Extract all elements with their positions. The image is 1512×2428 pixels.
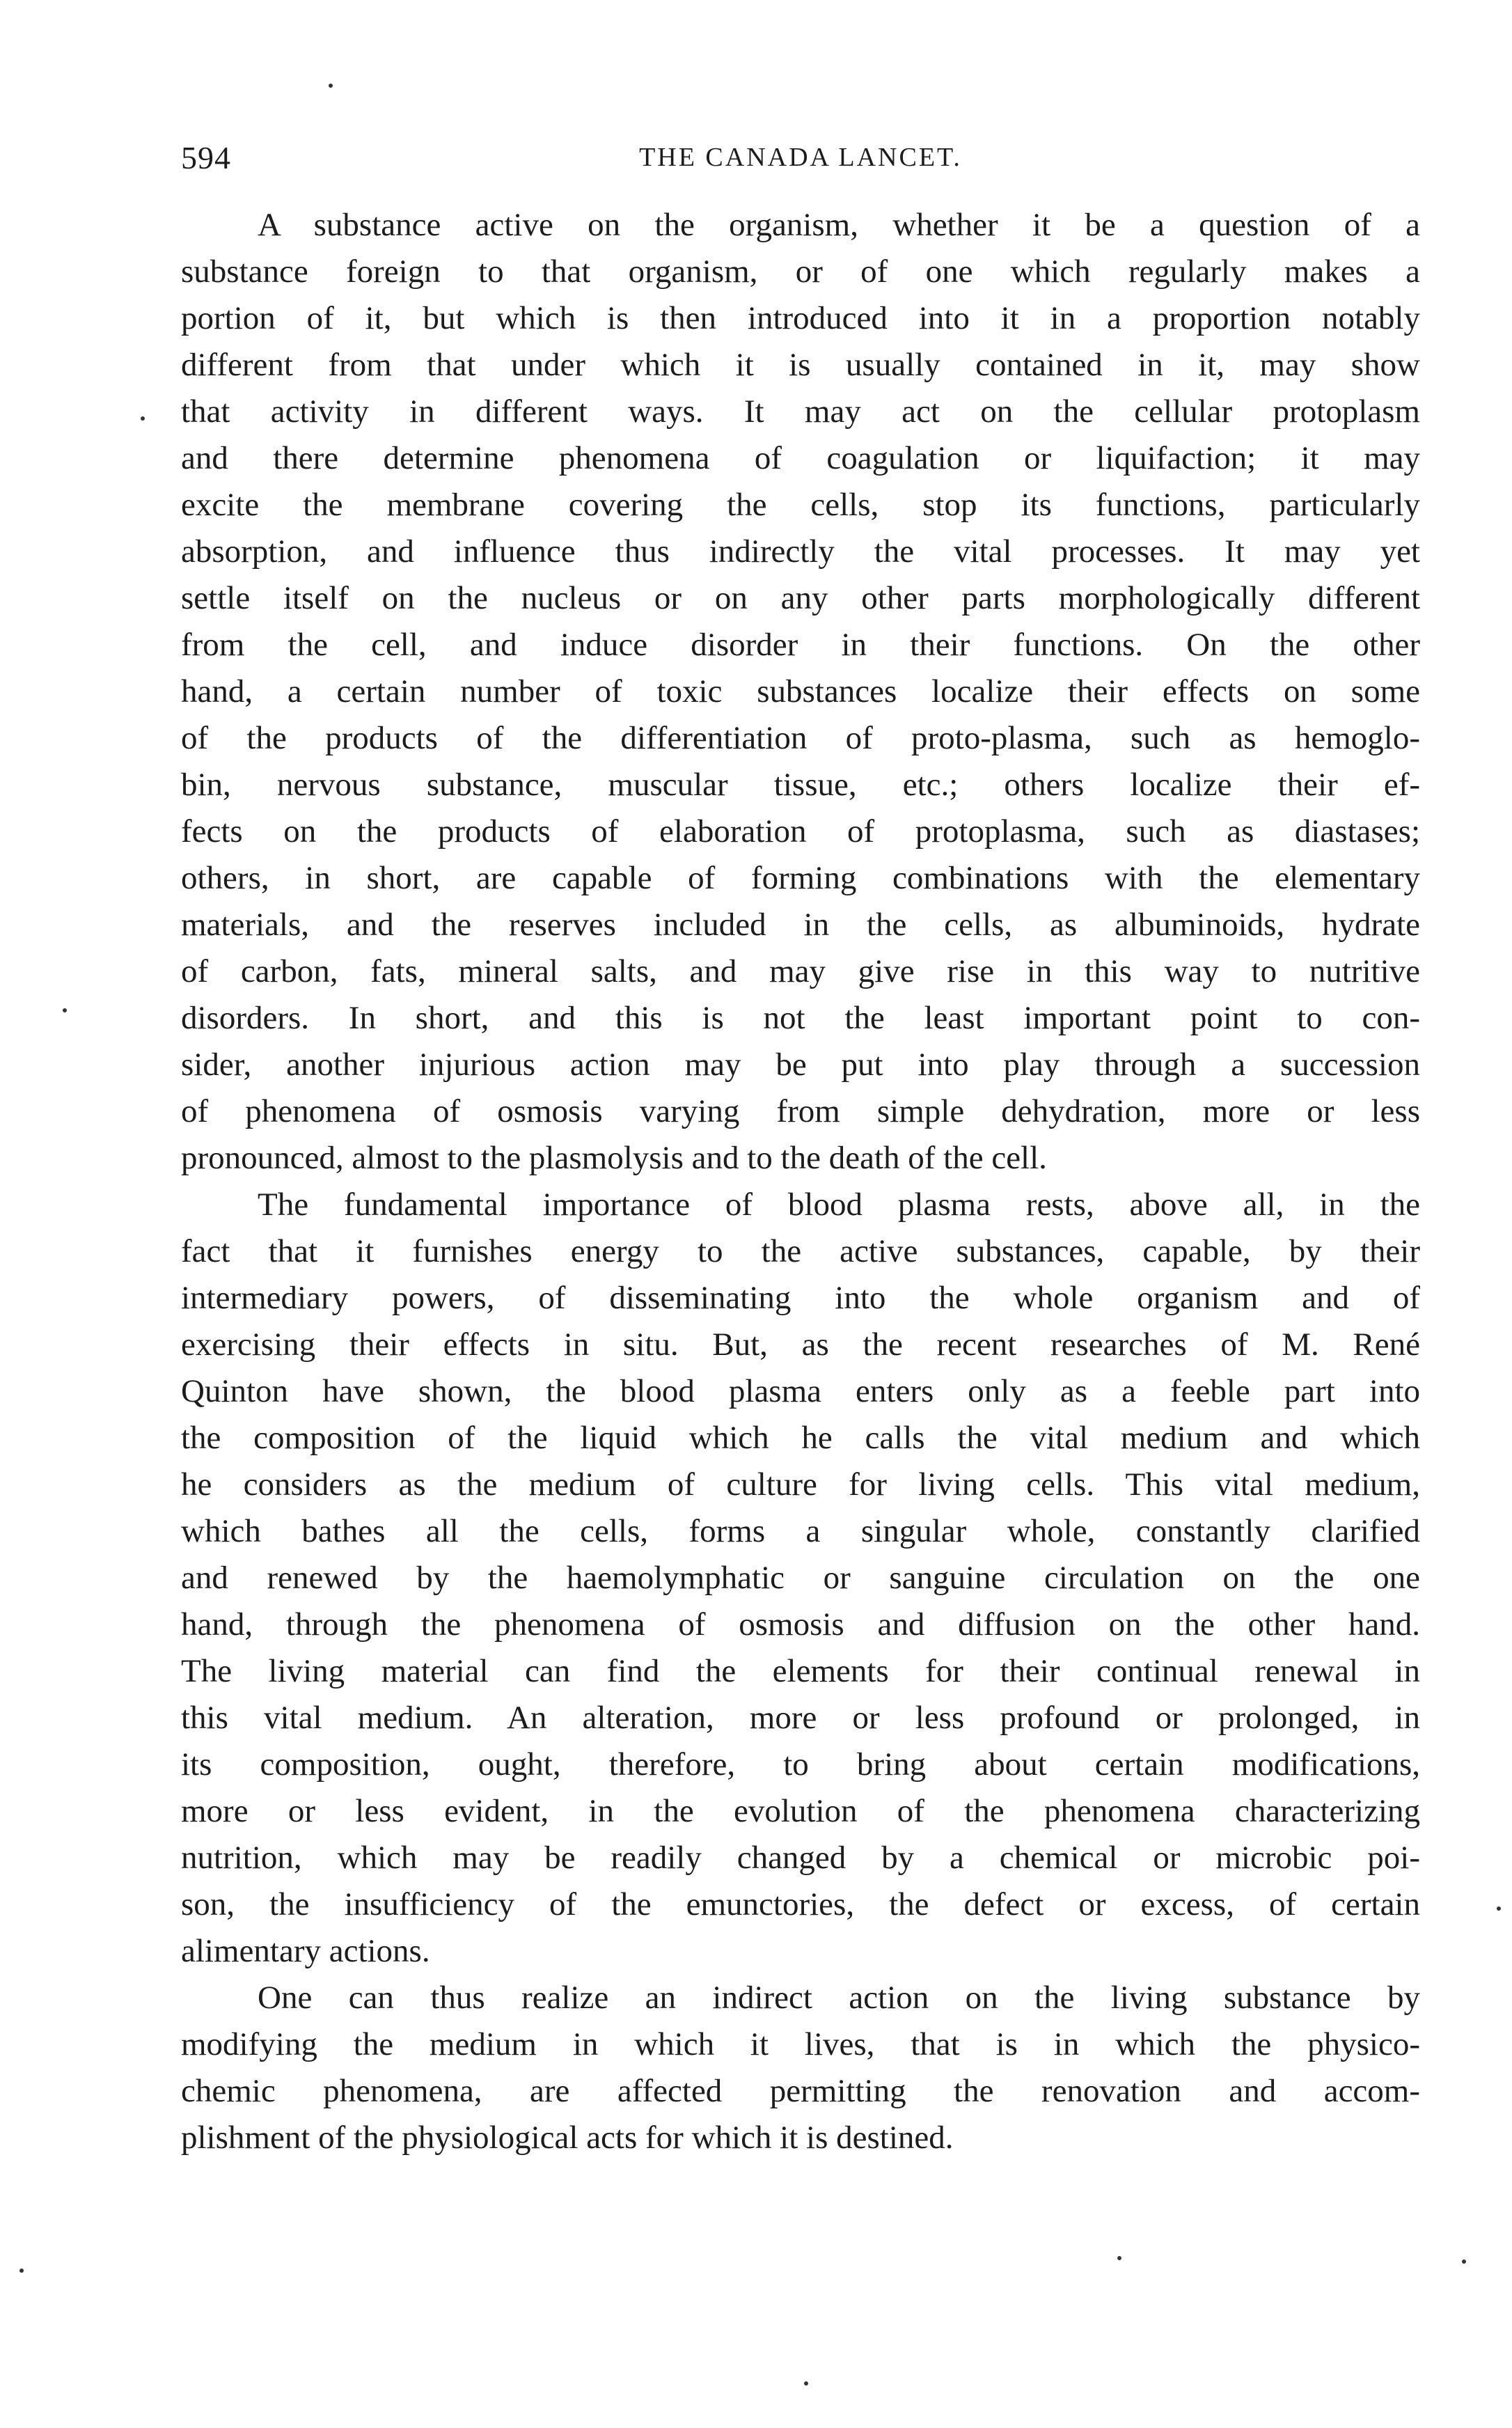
text-line: modifying the medium in which it lives, that is in which the physico- [181, 2026, 1420, 2062]
text-line: The living material can find the elements for their continual renewal in [181, 1653, 1420, 1689]
text-line: which bathes all the cells, forms a singular whole, constantly clarified [181, 1513, 1420, 1549]
text-line: plishment of the physiological acts for which it is destined. [181, 2120, 954, 2156]
text-line: hand, a certain number of toxic substances localize their effects on some [181, 673, 1420, 710]
text-line: the composition of the liquid which he calls the vital medium and which [181, 1420, 1420, 1456]
text-line: A substance active on the organism, whether it be a question of a [258, 207, 1420, 243]
text-line: disorders. In short, and this is not the least important point to con- [181, 1000, 1420, 1036]
body-text [181, 202, 1420, 2161]
speck-mark [1497, 1906, 1501, 1911]
text-line: bin, nervous substance, muscular tissue, etc.; others localize their ef- [181, 767, 1420, 803]
speck-mark [804, 2381, 808, 2386]
text-line: of the products of the differentiation of proto-plasma, such as hemoglo- [181, 720, 1420, 756]
running-head [181, 132, 1420, 181]
text-line: and there determine phenomena of coagulation or liquifaction; it may [181, 440, 1420, 476]
text-line: substance foreign to that organism, or of one which regularly makes a [181, 253, 1420, 290]
document-page [181, 132, 1420, 2161]
paragraph-2 [181, 1182, 1420, 1975]
speck-mark [1462, 2259, 1466, 2264]
text-line: The fundamental importance of blood plasma rests, above all, in the [258, 1186, 1420, 1223]
speck-mark [19, 2269, 24, 2273]
text-line: intermediary powers, of disseminating into the whole organism and of [181, 1280, 1420, 1316]
text-line: pronounced, almost to the plasmolysis and to the death of the cell. [181, 1140, 1047, 1176]
text-line: of phenomena of osmosis varying from simple dehydration, more or less [181, 1093, 1420, 1129]
text-line: settle itself on the nucleus or on any other parts morphologically different [181, 580, 1420, 616]
text-line: son, the insufficiency of the emunctories, the defect or excess, of certain [181, 1886, 1420, 1922]
text-line: portion of it, but which is then introduced into it in a proportion notably [181, 300, 1420, 336]
text-line: exercising their effects in situ. But, as the recent researches of M. René [181, 1326, 1420, 1363]
speck-mark [141, 416, 145, 421]
speck-mark [1117, 2256, 1121, 2260]
text-line: others, in short, are capable of forming combinations with the elementary [181, 860, 1420, 896]
text-line: alimentary actions. [181, 1933, 430, 1969]
text-line: hand, through the phenomena of osmosis and diffusion on the other hand. [181, 1606, 1420, 1643]
text-line: he considers as the medium of culture for living cells. This vital medium, [181, 1466, 1420, 1503]
paragraph-3 [181, 1975, 1420, 2161]
paragraph-1 [181, 202, 1420, 1182]
text-line: different from that under which it is usually contained in it, may show [181, 347, 1420, 383]
text-line: from the cell, and induce disorder in their functions. On the other [181, 627, 1420, 663]
text-line: of carbon, fats, mineral salts, and may give rise in this way to nutritive [181, 953, 1420, 989]
text-line: fects on the products of elaboration of protoplasma, such as diastases; [181, 813, 1420, 849]
text-line: sider, another injurious action may be put into play through a succession [181, 1047, 1420, 1083]
text-line: materials, and the reserves included in the cells, as albuminoids, hydrate [181, 907, 1420, 943]
text-line: that activity in different ways. It may act on the cellular protoplasm [181, 393, 1420, 430]
text-line: its composition, ought, therefore, to bring about certain modifications, [181, 1746, 1420, 1783]
text-line: excite the membrane covering the cells, stop its functions, particularly [181, 487, 1420, 523]
page-number: 594 [181, 140, 231, 175]
speck-mark [63, 1008, 67, 1012]
text-line: and renewed by the haemolymphatic or sanguine circulation on the one [181, 1560, 1420, 1596]
text-line: chemic phenomena, are affected permitting the renovation and accom- [181, 2073, 1420, 2109]
speck-mark [329, 84, 333, 88]
text-line: Quinton have shown, the blood plasma enters only as a feeble part into [181, 1373, 1420, 1409]
text-line: absorption, and influence thus indirectly the vital processes. It may yet [181, 533, 1420, 570]
text-line: One can thus realize an indirect action on the living substance by [258, 1980, 1420, 2016]
text-line: fact that it furnishes energy to the active substances, capable, by their [181, 1233, 1420, 1269]
text-line: this vital medium. An alteration, more or less profound or prolonged, in [181, 1700, 1420, 1736]
journal-title: THE CANADA LANCET. [639, 143, 962, 172]
text-line: more or less evident, in the evolution of the phenomena characterizing [181, 1793, 1420, 1829]
text-line: nutrition, which may be readily changed by a chemical or microbic poi- [181, 1840, 1420, 1876]
